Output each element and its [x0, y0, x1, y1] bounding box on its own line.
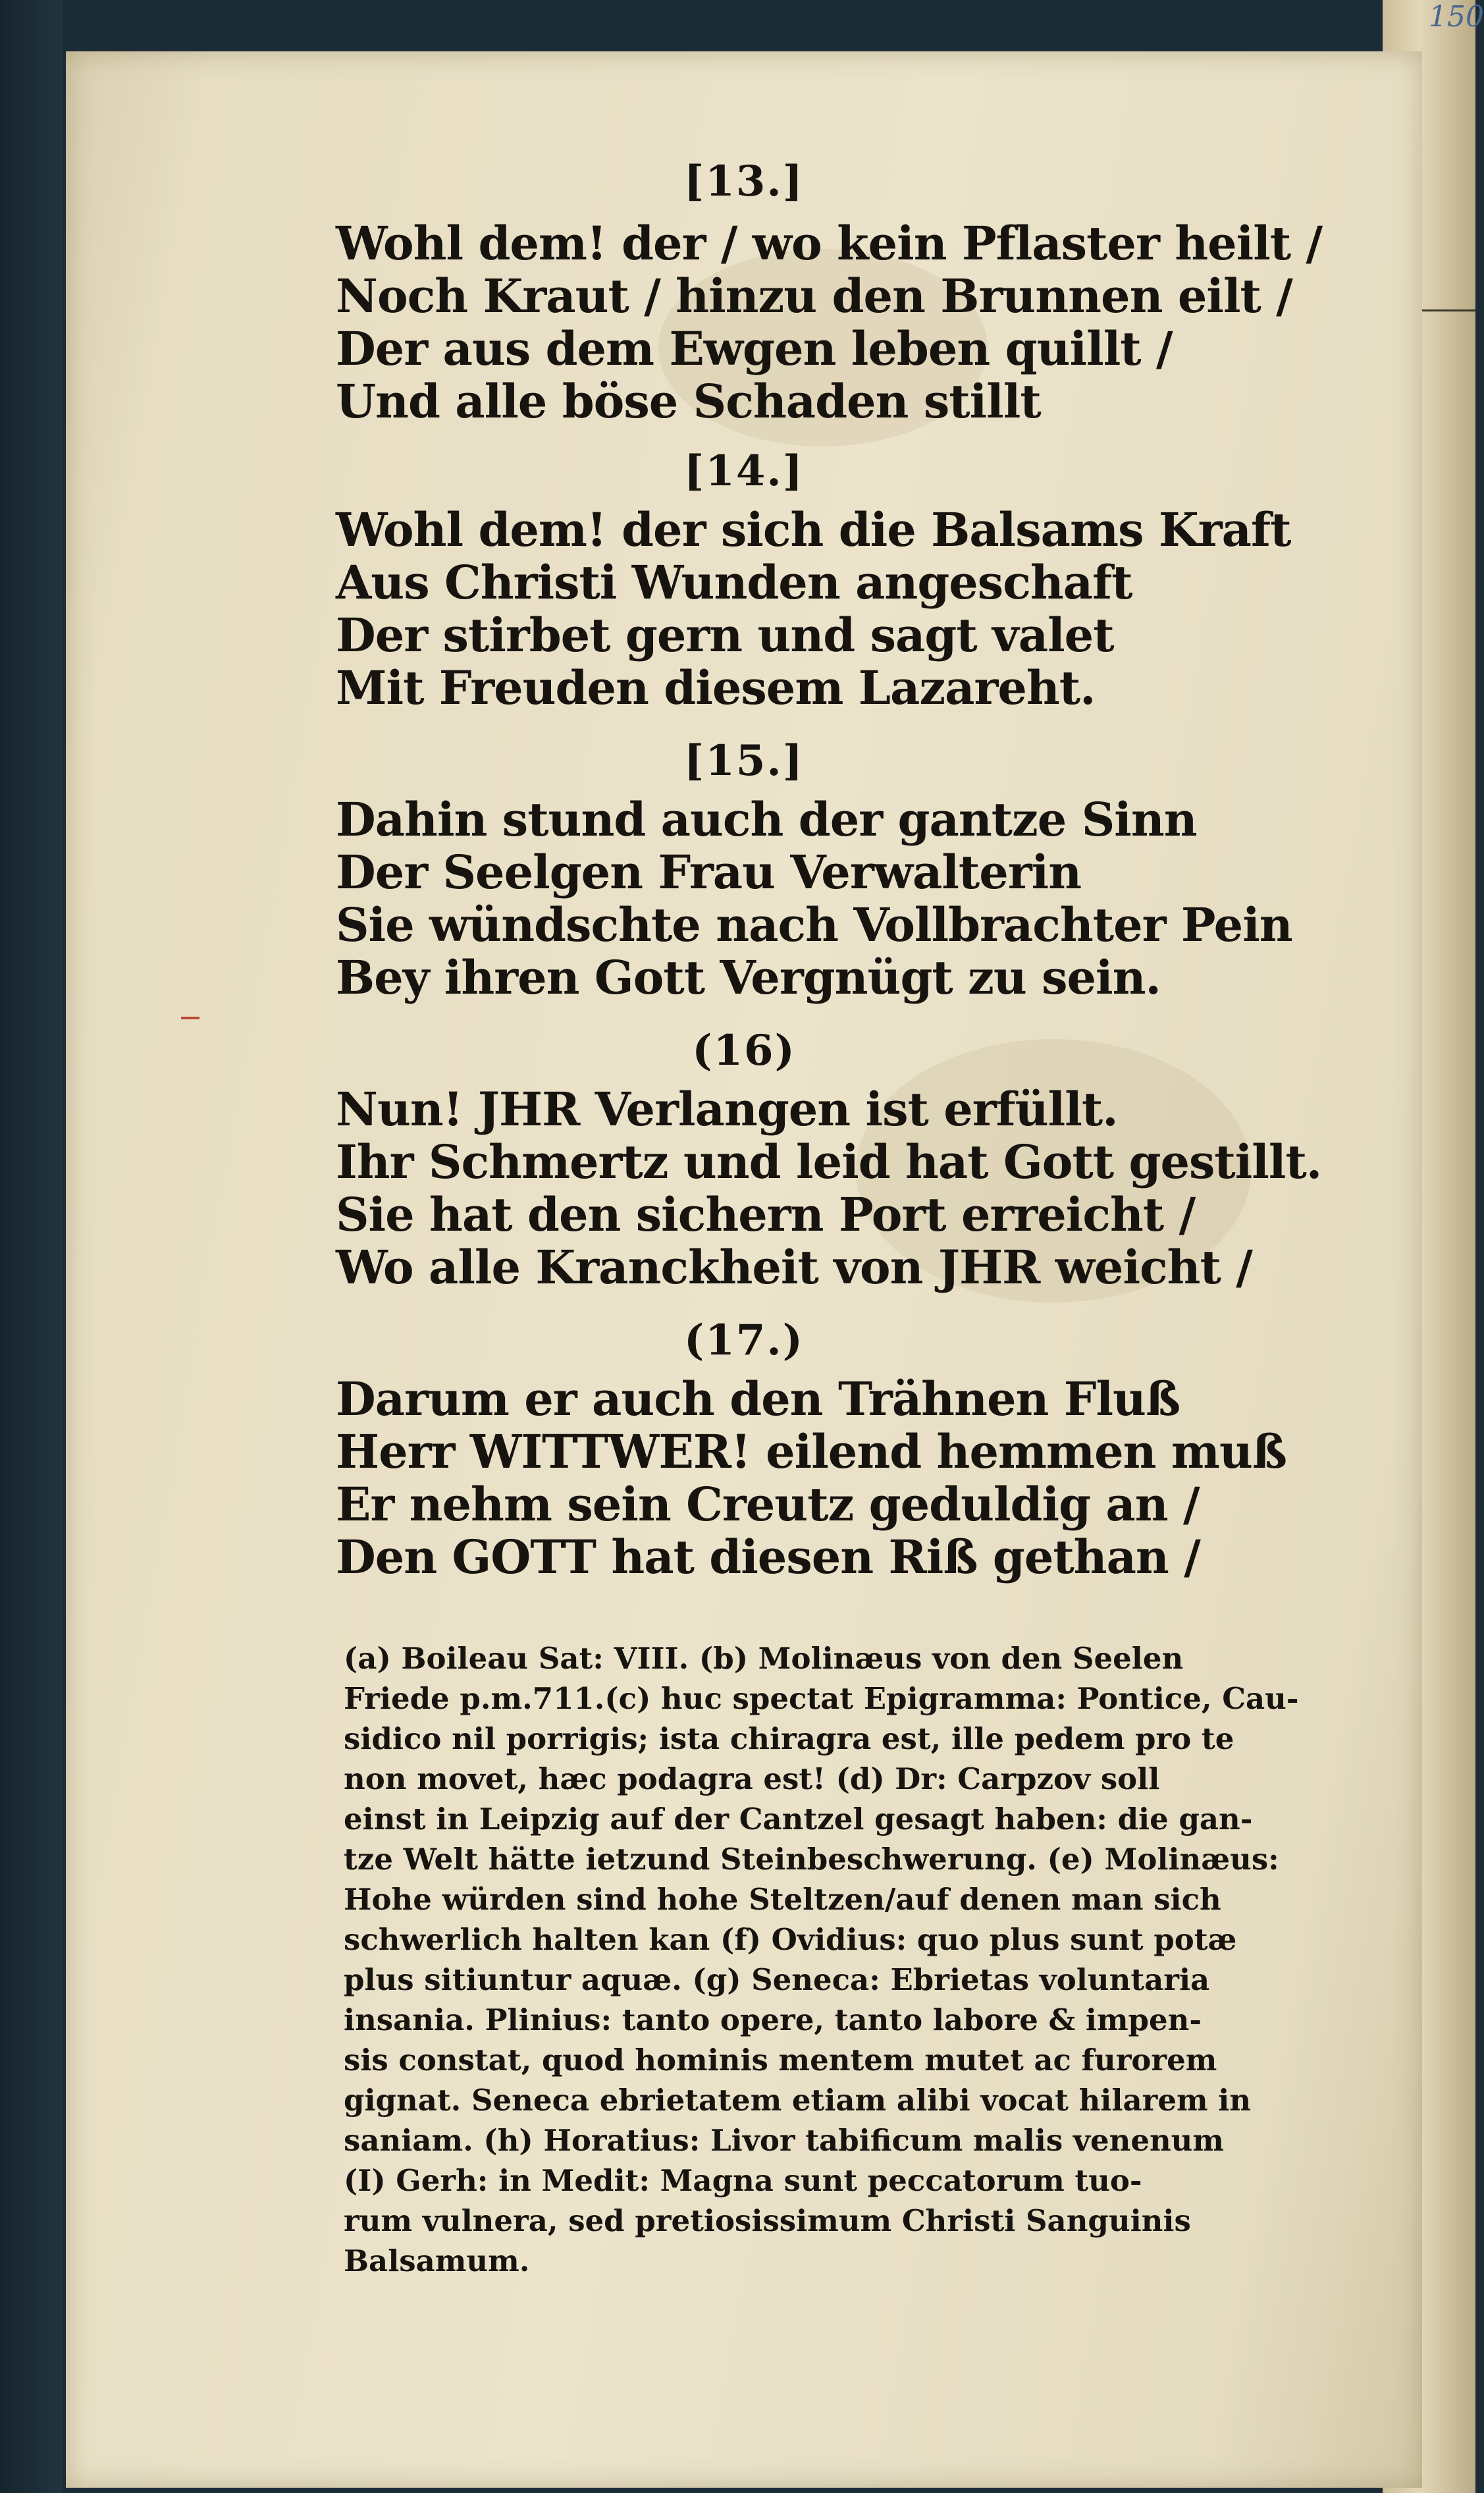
footnote-line: gignat. Seneca ebrietatem etiam alibi vocat hilarem in: [344, 2083, 1252, 2118]
footnote-line: saniam. (h) Horatius: Livor tabificum malis venenum: [344, 2123, 1225, 2158]
footnote-line: tze Welt hätte ietzund Steinbeschwerung. (e) Molinæus:: [344, 1842, 1279, 1877]
verse-line: Der aus dem Ewgen leben quillt /: [336, 321, 1173, 376]
footnote-line: einst in Leipzig auf der Cantzel gesagt haben: die gan-: [344, 1802, 1253, 1836]
facing-page-scribble: 150: [1429, 0, 1484, 34]
stanza-number: (16): [692, 1026, 796, 1075]
stanza-number: (17.): [684, 1316, 804, 1365]
scan-background-left: [0, 0, 63, 2493]
stanza-number: [14.]: [684, 446, 804, 496]
stanza-number: [15.]: [684, 736, 804, 786]
footnote-line: insania. Plinius: tanto opere, tanto labore & impen-: [344, 2002, 1202, 2037]
footnote-line: rum vulnera, sed pretiosissimum Christi Sanguinis: [344, 2203, 1191, 2238]
footnote-line: (I) Gerh: in Medit: Magna sunt peccatorum tuo-: [344, 2163, 1142, 2198]
verse-line: Bey ihren Gott Vergnügt zu sein.: [336, 950, 1161, 1005]
document-page: [66, 51, 1422, 2488]
footnotes: [344, 1638, 1299, 2281]
verse-line: Noch Kraut / hinzu den Brunnen eilt /: [336, 269, 1292, 323]
footnote-line: plus sitiuntur aquæ. (g) Seneca: Ebrietas voluntaria: [344, 1962, 1210, 1997]
verse-line: Wohl dem! der / wo kein Pflaster heilt /: [336, 216, 1323, 271]
verse-line: Sie hat den sichern Port erreicht /: [336, 1187, 1196, 1242]
red-margin-mark: [181, 1017, 199, 1019]
verse-line: Und alle böse Schaden stillt: [336, 374, 1041, 429]
footnote-line: non movet, hæc podagra est! (d) Dr: Carpzov soll: [344, 1761, 1160, 1796]
footnote-line: Hohe würden sind hohe Steltzen/auf denen man sich: [344, 1882, 1221, 1917]
verse-line: Der Seelgen Frau Verwalterin: [336, 845, 1082, 899]
verse-line: Wo alle Kranckheit von JHR weicht /: [336, 1240, 1252, 1295]
verse-line: Wohl dem! der sich die Balsams Kraft: [336, 502, 1291, 557]
verse-line: Herr WITTWER! eilend hemmen muß: [336, 1424, 1287, 1479]
verse-line: Ihr Schmertz und leid hat Gott gestillt.: [336, 1135, 1322, 1189]
verse-line: Sie wündschte nach Vollbrachter Pein: [336, 898, 1292, 952]
verse-line: Mit Freuden diesem Lazareht.: [336, 660, 1096, 715]
verse-line: Den GOTT hat diesen Riß gethan /: [336, 1530, 1200, 1584]
stanza-number: [13.]: [684, 157, 804, 206]
footnote-line: Friede p.m.711.(c) huc spectat Epigramma: Pontice, Cau-: [344, 1681, 1299, 1716]
verse-line: Der stirbet gern und sagt valet: [336, 608, 1114, 662]
footnote-line: Balsamum.: [344, 2243, 530, 2278]
verse-line: Dahin stund auch der gantze Sinn: [336, 792, 1197, 847]
footnote-line: (a) Boileau Sat: VIII. (b) Molinæus von den Seelen: [344, 1641, 1184, 1676]
verse-line: Er nehm sein Creutz geduldig an /: [336, 1477, 1200, 1532]
footnote-line: sidico nil porrigis; ista chiragra est, ille pedem pro te: [344, 1721, 1234, 1756]
footnote-line: schwerlich halten kan (f) Ovidius: quo plus sunt potæ: [344, 1922, 1237, 1957]
verse-line: Nun! JHR Verlangen ist erfüllt.: [336, 1082, 1118, 1137]
footnote-line: sis constat, quod hominis mentem mutet ac furorem: [344, 2043, 1217, 2078]
verse-line: Darum er auch den Trähnen Fluß: [336, 1372, 1180, 1426]
verse-line: Aus Christi Wunden angeschaft: [336, 555, 1132, 610]
facing-page-rule: [1416, 309, 1475, 311]
